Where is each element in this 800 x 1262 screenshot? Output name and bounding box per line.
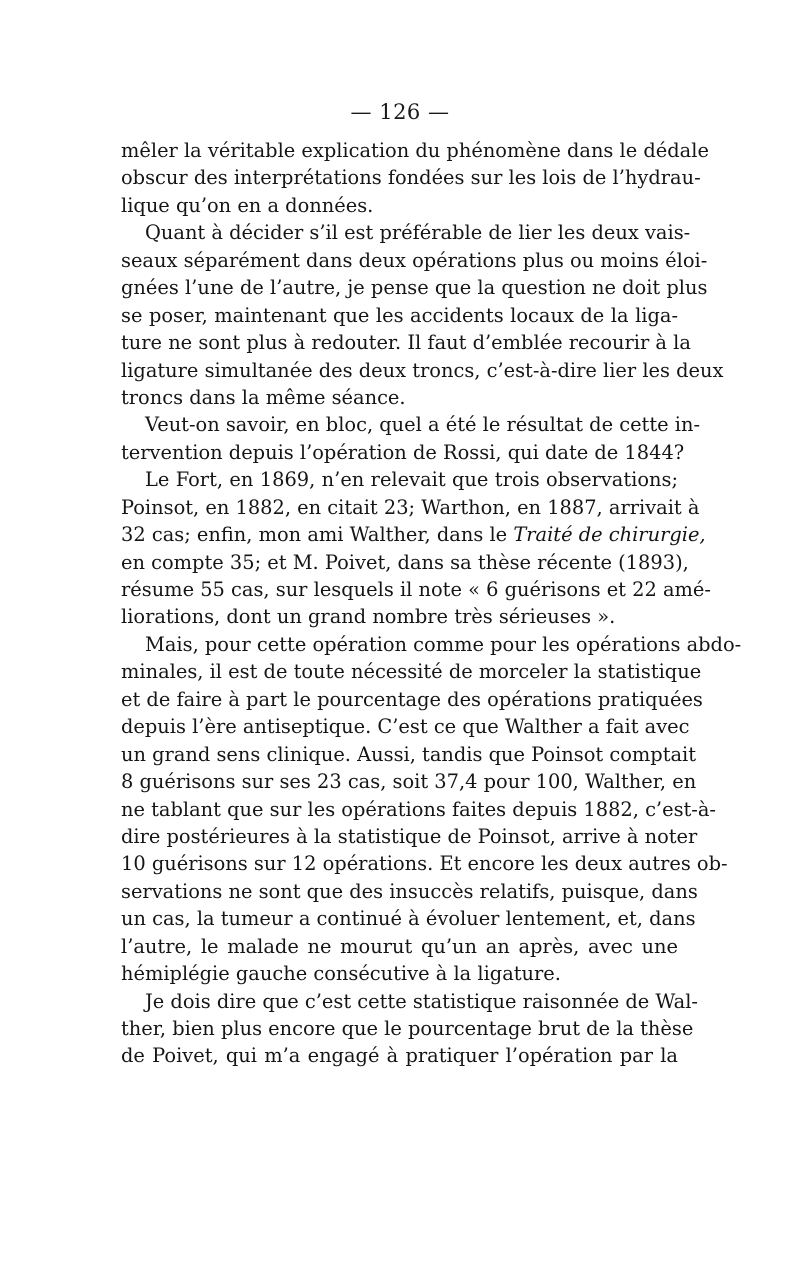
text-line — [121, 603, 678, 630]
text-line — [121, 576, 711, 603]
text-line-content: hémiplégie gauche consécutive à la ligature. — [121, 962, 561, 986]
text-line-content: Je dois dire que c’est cette statistique raisonnée de Wal- — [145, 989, 698, 1013]
text-line-content: en compte 35; et M. Poivet, dans sa thèse récente (1893), — [121, 550, 689, 574]
text-line-content: ligature simultanée des deux troncs, c’est-à-dire lier les deux — [121, 358, 724, 382]
text-line-content: Le Fort, en 1869, n’en relevait que trois observations; — [145, 468, 678, 492]
text-line — [121, 713, 690, 740]
text-line — [121, 439, 685, 466]
text-line-content: de Poivet, qui m’a engagé à pratiquer l’opération par la — [121, 1044, 678, 1068]
text-line — [121, 302, 678, 329]
text-line — [121, 466, 678, 493]
text-line — [121, 1015, 694, 1042]
text-line — [121, 823, 698, 850]
text-line — [121, 494, 700, 521]
text-line — [121, 1042, 678, 1069]
text-line — [121, 384, 678, 411]
text-line-content: obscur des interprétations fondées sur les lois de l’hydrau- — [121, 166, 701, 190]
text-line — [121, 631, 742, 658]
text-line — [121, 164, 701, 191]
text-line — [121, 192, 678, 219]
text-line-content: ther, bien plus encore que le pourcentage brut de la thèse — [121, 1017, 694, 1040]
text-line-content: liorations, dont un grand nombre très sérieuses ». — [121, 605, 616, 629]
text-line — [121, 933, 678, 960]
book-title-italic: Traité de chirurgie, — [513, 523, 706, 547]
text-line — [121, 686, 703, 713]
text-line — [121, 549, 689, 576]
text-line — [121, 741, 697, 768]
text-line-content: se poser, maintenant que les accidents locaux de la liga- — [121, 303, 678, 327]
text-line — [121, 658, 702, 685]
page-number: — 126 — — [350, 100, 450, 124]
text-line-content: mêler la véritable explication du phénomène dans le dédale — [121, 139, 709, 162]
text-line — [121, 219, 691, 246]
text-line-content: gnées l’une de l’autre, je pense que la question ne doit plus — [121, 276, 708, 300]
text-line — [121, 960, 678, 987]
text-line-content: Poinsot, en 1882, en citait 23; Warthon, en 1887, arrivait à — [121, 495, 700, 519]
text-line — [121, 521, 706, 548]
text-line — [121, 988, 698, 1015]
text-line-content: Quant à décider s’il est préférable de lier les deux vais- — [145, 221, 691, 245]
text-line — [121, 329, 691, 356]
text-line-content: dire postérieures à la statistique de Poinsot, arrive à noter — [121, 824, 698, 848]
text-line-content: servations ne sont que des insuccès relatifs, puisque, dans — [121, 879, 698, 903]
text-line — [121, 274, 708, 301]
text-line-content: et de faire à part le pourcentage des opérations pratiquées — [121, 687, 703, 711]
text-line-content: 8 guérisons sur ses 23 cas, soit 37,4 pour 100, Walther, en — [121, 770, 697, 794]
text-line-content: résume 55 cas, sur lesquels il note « 6 guérisons et 22 amé- — [121, 578, 711, 601]
text-line — [121, 850, 728, 877]
text-line — [121, 796, 716, 823]
text-line-content: Mais, pour cette opération comme pour les opérations abdo- — [145, 632, 742, 656]
text-line-content: troncs dans la même séance. — [121, 385, 406, 409]
text-line-content: ture ne sont plus à redouter. Il faut d’emblée recourir à la — [121, 331, 691, 355]
text-line — [121, 411, 701, 438]
text-line-content: depuis l’ère antiseptique. C’est ce que Walther a fait avec — [121, 715, 690, 739]
body-text — [121, 137, 742, 1070]
text-line-content: ne tablant que sur les opérations faites depuis 1882, c’est-à- — [121, 797, 716, 821]
text-line — [121, 905, 696, 932]
text-line — [121, 878, 698, 905]
text-line-content: tervention depuis l’opération de Rossi, qui date de 1844? — [121, 440, 685, 464]
text-line — [121, 247, 708, 274]
text-line — [121, 768, 697, 795]
text-line-content: 10 guérisons sur 12 opérations. Et encore les deux autres ob- — [121, 852, 728, 876]
text-line-content: 32 cas; enfin, mon ami Walther, dans le — [121, 523, 508, 547]
text-line-content: seaux séparément dans deux opérations plus ou moins éloi- — [121, 248, 708, 272]
text-line-content: l’autre, le malade ne mourut qu’un an après, avec une — [121, 934, 678, 958]
text-line-content: lique qu’on en a données. — [121, 193, 374, 217]
text-line — [121, 137, 709, 164]
text-line-content: Veut-on savoir, en bloc, quel a été le résultat de cette in- — [145, 413, 701, 437]
text-line — [121, 357, 724, 384]
text-line-content: un grand sens clinique. Aussi, tandis que Poinsot comptait — [121, 742, 697, 766]
text-line-content: minales, il est de toute nécessité de morceler la statistique — [121, 660, 702, 684]
text-line-content: un cas, la tumeur a continué à évoluer lentement, et, dans — [121, 907, 696, 931]
